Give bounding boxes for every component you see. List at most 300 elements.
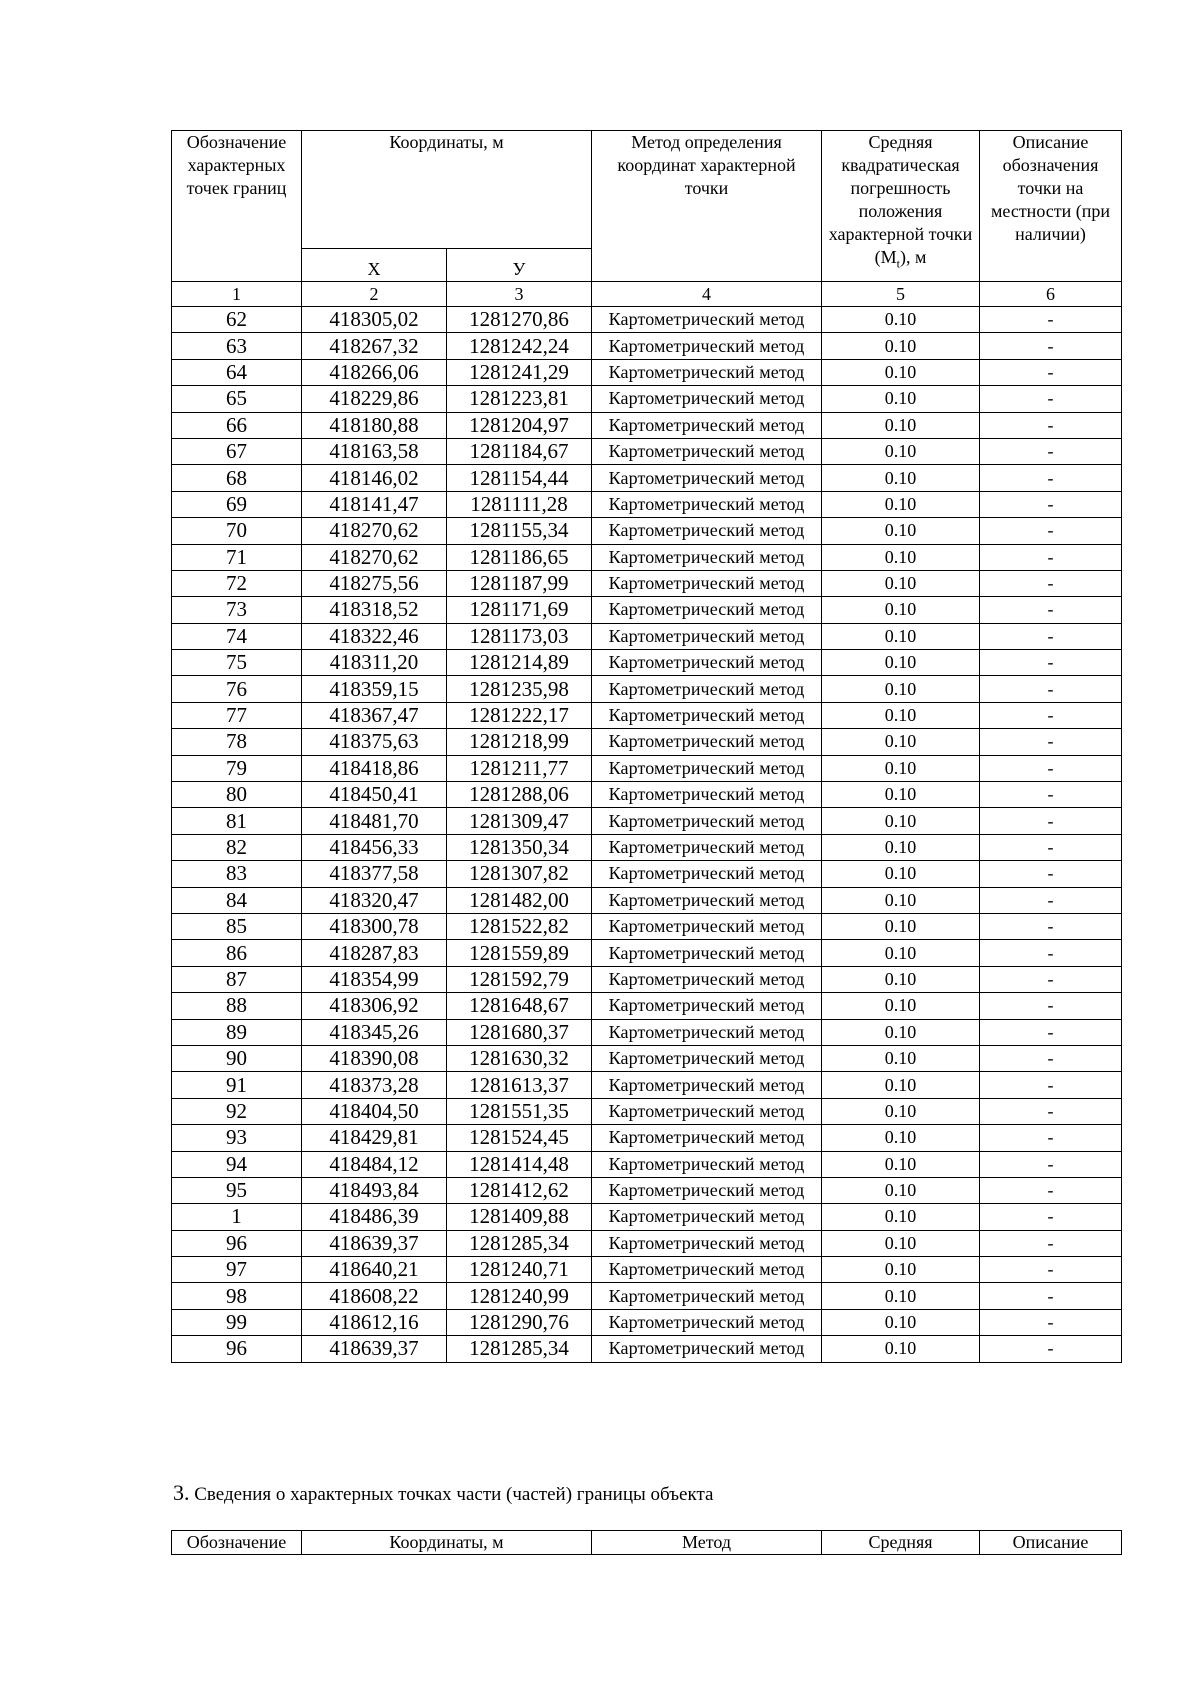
error-cell: 0.10 xyxy=(822,386,980,412)
method-cell: Картометрический метод xyxy=(592,570,822,596)
point-number-cell: 1 xyxy=(172,1204,302,1230)
error-cell: 0.10 xyxy=(822,1045,980,1071)
table-row xyxy=(172,1072,1122,1098)
point-number-cell: 88 xyxy=(172,993,302,1019)
bottom-header-error: Средняя xyxy=(822,1531,980,1555)
table-row xyxy=(172,1045,1122,1071)
method-cell: Картометрический метод xyxy=(592,702,822,728)
method-cell: Картометрический метод xyxy=(592,518,822,544)
description-cell: - xyxy=(980,676,1122,702)
bottom-header-row xyxy=(172,1531,1122,1555)
method-cell: Картометрический метод xyxy=(592,386,822,412)
method-cell: Картометрический метод xyxy=(592,913,822,939)
table-row xyxy=(172,491,1122,517)
table-row xyxy=(172,1177,1122,1203)
y-coordinate-cell: 1281218,99 xyxy=(447,729,592,755)
point-number-cell: 66 xyxy=(172,412,302,438)
method-cell: Картометрический метод xyxy=(592,1151,822,1177)
method-cell: Картометрический метод xyxy=(592,861,822,887)
description-cell: - xyxy=(980,861,1122,887)
x-coordinate-cell: 418306,92 xyxy=(302,993,447,1019)
method-cell: Картометрический метод xyxy=(592,544,822,570)
x-coordinate-cell: 418429,81 xyxy=(302,1125,447,1151)
section-3-title xyxy=(173,1480,713,1506)
y-coordinate-cell: 1281524,45 xyxy=(447,1125,592,1151)
point-number-cell: 87 xyxy=(172,966,302,992)
y-coordinate-cell: 1281240,71 xyxy=(447,1257,592,1283)
method-cell: Картометрический метод xyxy=(592,676,822,702)
method-cell: Картометрический метод xyxy=(592,307,822,333)
point-number-cell: 90 xyxy=(172,1045,302,1071)
error-cell: 0.10 xyxy=(822,1098,980,1124)
x-coordinate-cell: 418373,28 xyxy=(302,1072,447,1098)
column-number: 2 xyxy=(302,282,447,307)
error-cell: 0.10 xyxy=(822,729,980,755)
y-coordinate-cell: 1281184,67 xyxy=(447,438,592,464)
boundary-points-table xyxy=(171,130,1122,1363)
point-number-cell: 79 xyxy=(172,755,302,781)
x-coordinate-cell: 418639,37 xyxy=(302,1336,447,1362)
method-cell: Картометрический метод xyxy=(592,491,822,517)
header-x: Х xyxy=(302,249,447,282)
table-row xyxy=(172,412,1122,438)
x-coordinate-cell: 418163,58 xyxy=(302,438,447,464)
description-cell: - xyxy=(980,518,1122,544)
point-number-cell: 96 xyxy=(172,1230,302,1256)
x-coordinate-cell: 418481,70 xyxy=(302,808,447,834)
x-coordinate-cell: 418345,26 xyxy=(302,1019,447,1045)
error-cell: 0.10 xyxy=(822,1257,980,1283)
y-coordinate-cell: 1281222,17 xyxy=(447,702,592,728)
method-cell: Картометрический метод xyxy=(592,940,822,966)
description-cell: - xyxy=(980,729,1122,755)
y-coordinate-cell: 1281285,34 xyxy=(447,1336,592,1362)
x-coordinate-cell: 418375,63 xyxy=(302,729,447,755)
table-row xyxy=(172,1125,1122,1151)
table-row xyxy=(172,1098,1122,1124)
y-coordinate-cell: 1281171,69 xyxy=(447,597,592,623)
section-title-text: Сведения о характерных точках части (частей) границы объекта xyxy=(194,1484,714,1505)
table-row xyxy=(172,1230,1122,1256)
x-coordinate-cell: 418484,12 xyxy=(302,1151,447,1177)
y-coordinate-cell: 1281412,62 xyxy=(447,1177,592,1203)
method-cell: Картометрический метод xyxy=(592,834,822,860)
point-number-cell: 71 xyxy=(172,544,302,570)
table-row xyxy=(172,913,1122,939)
description-cell: - xyxy=(980,1045,1122,1071)
description-cell: - xyxy=(980,1177,1122,1203)
x-coordinate-cell: 418229,86 xyxy=(302,386,447,412)
x-coordinate-cell: 418266,06 xyxy=(302,359,447,385)
point-number-cell: 63 xyxy=(172,333,302,359)
table-row xyxy=(172,518,1122,544)
point-number-cell: 74 xyxy=(172,623,302,649)
point-number-cell: 78 xyxy=(172,729,302,755)
method-cell: Картометрический метод xyxy=(592,966,822,992)
table-row xyxy=(172,544,1122,570)
x-coordinate-cell: 418180,88 xyxy=(302,412,447,438)
column-number: 6 xyxy=(980,282,1122,307)
y-coordinate-cell: 1281522,82 xyxy=(447,913,592,939)
column-numbers-row xyxy=(172,282,1122,307)
point-number-cell: 76 xyxy=(172,676,302,702)
x-coordinate-cell: 418640,21 xyxy=(302,1257,447,1283)
method-cell: Картометрический метод xyxy=(592,1309,822,1335)
method-cell: Картометрический метод xyxy=(592,1204,822,1230)
point-number-cell: 77 xyxy=(172,702,302,728)
x-coordinate-cell: 418367,47 xyxy=(302,702,447,728)
table-row xyxy=(172,1283,1122,1309)
error-cell: 0.10 xyxy=(822,333,980,359)
y-coordinate-cell: 1281350,34 xyxy=(447,834,592,860)
error-cell: 0.10 xyxy=(822,676,980,702)
method-cell: Картометрический метод xyxy=(592,1072,822,1098)
method-cell: Картометрический метод xyxy=(592,755,822,781)
point-number-cell: 96 xyxy=(172,1336,302,1362)
table-row xyxy=(172,1204,1122,1230)
y-coordinate-cell: 1281173,03 xyxy=(447,623,592,649)
point-number-cell: 68 xyxy=(172,465,302,491)
error-cell: 0.10 xyxy=(822,1072,980,1098)
error-cell: 0.10 xyxy=(822,438,980,464)
error-cell: 0.10 xyxy=(822,1019,980,1045)
method-cell: Картометрический метод xyxy=(592,729,822,755)
x-coordinate-cell: 418359,15 xyxy=(302,676,447,702)
description-cell: - xyxy=(980,808,1122,834)
y-coordinate-cell: 1281482,00 xyxy=(447,887,592,913)
description-cell: - xyxy=(980,1019,1122,1045)
point-number-cell: 94 xyxy=(172,1151,302,1177)
point-number-cell: 65 xyxy=(172,386,302,412)
description-cell: - xyxy=(980,359,1122,385)
table-row xyxy=(172,834,1122,860)
point-number-cell: 97 xyxy=(172,1257,302,1283)
description-cell: - xyxy=(980,966,1122,992)
y-coordinate-cell: 1281235,98 xyxy=(447,676,592,702)
description-cell: - xyxy=(980,1336,1122,1362)
header-error-subscript: t xyxy=(896,256,900,271)
table-row xyxy=(172,755,1122,781)
error-cell: 0.10 xyxy=(822,1309,980,1335)
header-error-suffix: ), м xyxy=(899,247,927,267)
description-cell: - xyxy=(980,650,1122,676)
description-cell: - xyxy=(980,597,1122,623)
header-error xyxy=(822,131,980,282)
y-coordinate-cell: 1281288,06 xyxy=(447,782,592,808)
error-cell: 0.10 xyxy=(822,702,980,728)
x-coordinate-cell: 418612,16 xyxy=(302,1309,447,1335)
description-cell: - xyxy=(980,412,1122,438)
y-coordinate-cell: 1281211,77 xyxy=(447,755,592,781)
y-coordinate-cell: 1281285,34 xyxy=(447,1230,592,1256)
description-cell: - xyxy=(980,465,1122,491)
point-number-cell: 92 xyxy=(172,1098,302,1124)
table-row xyxy=(172,1336,1122,1362)
error-cell: 0.10 xyxy=(822,755,980,781)
y-coordinate-cell: 1281186,65 xyxy=(447,544,592,570)
method-cell: Картометрический метод xyxy=(592,1230,822,1256)
header-designation: Обозначение характерных точек границ xyxy=(172,131,302,282)
x-coordinate-cell: 418404,50 xyxy=(302,1098,447,1124)
error-cell: 0.10 xyxy=(822,782,980,808)
y-coordinate-cell: 1281270,86 xyxy=(447,307,592,333)
y-coordinate-cell: 1281414,48 xyxy=(447,1151,592,1177)
error-cell: 0.10 xyxy=(822,307,980,333)
table-row xyxy=(172,307,1122,333)
column-number: 5 xyxy=(822,282,980,307)
point-number-cell: 83 xyxy=(172,861,302,887)
error-cell: 0.10 xyxy=(822,570,980,596)
table-row xyxy=(172,940,1122,966)
method-cell: Картометрический метод xyxy=(592,412,822,438)
point-number-cell: 84 xyxy=(172,887,302,913)
x-coordinate-cell: 418608,22 xyxy=(302,1283,447,1309)
method-cell: Картометрический метод xyxy=(592,650,822,676)
table-row xyxy=(172,1309,1122,1335)
y-coordinate-cell: 1281309,47 xyxy=(447,808,592,834)
method-cell: Картометрический метод xyxy=(592,1283,822,1309)
error-cell: 0.10 xyxy=(822,1230,980,1256)
description-cell: - xyxy=(980,386,1122,412)
table-row xyxy=(172,438,1122,464)
description-cell: - xyxy=(980,1072,1122,1098)
error-cell: 0.10 xyxy=(822,1283,980,1309)
description-cell: - xyxy=(980,1098,1122,1124)
y-coordinate-cell: 1281214,89 xyxy=(447,650,592,676)
y-coordinate-cell: 1281559,89 xyxy=(447,940,592,966)
description-cell: - xyxy=(980,702,1122,728)
x-coordinate-cell: 418311,20 xyxy=(302,650,447,676)
method-cell: Картометрический метод xyxy=(592,1125,822,1151)
description-cell: - xyxy=(980,438,1122,464)
error-cell: 0.10 xyxy=(822,650,980,676)
error-cell: 0.10 xyxy=(822,1177,980,1203)
description-cell: - xyxy=(980,1230,1122,1256)
y-coordinate-cell: 1281551,35 xyxy=(447,1098,592,1124)
header-y: У xyxy=(447,249,592,282)
x-coordinate-cell: 418418,86 xyxy=(302,755,447,781)
error-cell: 0.10 xyxy=(822,913,980,939)
error-cell: 0.10 xyxy=(822,861,980,887)
description-cell: - xyxy=(980,913,1122,939)
error-cell: 0.10 xyxy=(822,359,980,385)
description-cell: - xyxy=(980,333,1122,359)
point-number-cell: 85 xyxy=(172,913,302,939)
point-number-cell: 70 xyxy=(172,518,302,544)
x-coordinate-cell: 418486,39 xyxy=(302,1204,447,1230)
description-cell: - xyxy=(980,1309,1122,1335)
x-coordinate-cell: 418267,32 xyxy=(302,333,447,359)
table-row xyxy=(172,676,1122,702)
error-cell: 0.10 xyxy=(822,1336,980,1362)
method-cell: Картометрический метод xyxy=(592,1019,822,1045)
point-number-cell: 99 xyxy=(172,1309,302,1335)
point-number-cell: 89 xyxy=(172,1019,302,1045)
table-row xyxy=(172,386,1122,412)
method-cell: Картометрический метод xyxy=(592,623,822,649)
point-number-cell: 64 xyxy=(172,359,302,385)
header-method: Метод определения координат характерной точки xyxy=(592,131,822,282)
point-number-cell: 81 xyxy=(172,808,302,834)
error-cell: 0.10 xyxy=(822,966,980,992)
description-cell: - xyxy=(980,940,1122,966)
error-cell: 0.10 xyxy=(822,940,980,966)
table-row xyxy=(172,782,1122,808)
point-number-cell: 80 xyxy=(172,782,302,808)
error-cell: 0.10 xyxy=(822,808,980,834)
point-number-cell: 95 xyxy=(172,1177,302,1203)
description-cell: - xyxy=(980,834,1122,860)
bottom-header-description: Описание xyxy=(980,1531,1122,1555)
table-row xyxy=(172,597,1122,623)
column-number: 4 xyxy=(592,282,822,307)
x-coordinate-cell: 418270,62 xyxy=(302,544,447,570)
error-cell: 0.10 xyxy=(822,597,980,623)
x-coordinate-cell: 418322,46 xyxy=(302,623,447,649)
error-cell: 0.10 xyxy=(822,518,980,544)
point-number-cell: 86 xyxy=(172,940,302,966)
table-row xyxy=(172,993,1122,1019)
x-coordinate-cell: 418450,41 xyxy=(302,782,447,808)
part-boundary-points-table xyxy=(171,1530,1122,1555)
table-row xyxy=(172,570,1122,596)
method-cell: Картометрический метод xyxy=(592,438,822,464)
method-cell: Картометрический метод xyxy=(592,597,822,623)
method-cell: Картометрический метод xyxy=(592,1098,822,1124)
header-description: Описание обозначения точки на местности (при наличии) xyxy=(980,131,1122,282)
method-cell: Картометрический метод xyxy=(592,1177,822,1203)
table-row xyxy=(172,650,1122,676)
description-cell: - xyxy=(980,1125,1122,1151)
point-number-cell: 67 xyxy=(172,438,302,464)
table-row xyxy=(172,1151,1122,1177)
method-cell: Картометрический метод xyxy=(592,993,822,1019)
point-number-cell: 62 xyxy=(172,307,302,333)
error-cell: 0.10 xyxy=(822,465,980,491)
point-number-cell: 69 xyxy=(172,491,302,517)
point-number-cell: 93 xyxy=(172,1125,302,1151)
method-cell: Картометрический метод xyxy=(592,887,822,913)
y-coordinate-cell: 1281155,34 xyxy=(447,518,592,544)
y-coordinate-cell: 1281154,44 xyxy=(447,465,592,491)
description-cell: - xyxy=(980,1151,1122,1177)
y-coordinate-cell: 1281223,81 xyxy=(447,386,592,412)
y-coordinate-cell: 1281680,37 xyxy=(447,1019,592,1045)
x-coordinate-cell: 418390,08 xyxy=(302,1045,447,1071)
table-body xyxy=(172,307,1122,1363)
method-cell: Картометрический метод xyxy=(592,1336,822,1362)
method-cell: Картометрический метод xyxy=(592,782,822,808)
x-coordinate-cell: 418318,52 xyxy=(302,597,447,623)
description-cell: - xyxy=(980,1204,1122,1230)
y-coordinate-cell: 1281630,32 xyxy=(447,1045,592,1071)
x-coordinate-cell: 418300,78 xyxy=(302,913,447,939)
y-coordinate-cell: 1281409,88 xyxy=(447,1204,592,1230)
column-number: 3 xyxy=(447,282,592,307)
error-cell: 0.10 xyxy=(822,544,980,570)
point-number-cell: 91 xyxy=(172,1072,302,1098)
table-row xyxy=(172,808,1122,834)
x-coordinate-cell: 418639,37 xyxy=(302,1230,447,1256)
table-row xyxy=(172,702,1122,728)
table-row xyxy=(172,359,1122,385)
error-cell: 0.10 xyxy=(822,1125,980,1151)
column-number: 1 xyxy=(172,282,302,307)
method-cell: Картометрический метод xyxy=(592,808,822,834)
y-coordinate-cell: 1281111,28 xyxy=(447,491,592,517)
error-cell: 0.10 xyxy=(822,1151,980,1177)
table-row xyxy=(172,729,1122,755)
x-coordinate-cell: 418354,99 xyxy=(302,966,447,992)
description-cell: - xyxy=(980,755,1122,781)
y-coordinate-cell: 1281307,82 xyxy=(447,861,592,887)
table-row xyxy=(172,966,1122,992)
x-coordinate-cell: 418493,84 xyxy=(302,1177,447,1203)
description-cell: - xyxy=(980,491,1122,517)
table-row xyxy=(172,887,1122,913)
section-number: 3. xyxy=(173,1480,190,1505)
error-cell: 0.10 xyxy=(822,834,980,860)
description-cell: - xyxy=(980,544,1122,570)
bottom-header-designation: Обозначение xyxy=(172,1531,302,1555)
y-coordinate-cell: 1281241,29 xyxy=(447,359,592,385)
point-number-cell: 98 xyxy=(172,1283,302,1309)
description-cell: - xyxy=(980,1283,1122,1309)
bottom-header-method: Метод xyxy=(592,1531,822,1555)
table-row xyxy=(172,1019,1122,1045)
point-number-cell: 75 xyxy=(172,650,302,676)
table-row xyxy=(172,333,1122,359)
y-coordinate-cell: 1281240,99 xyxy=(447,1283,592,1309)
header-coordinates: Координаты, м xyxy=(302,131,592,249)
y-coordinate-cell: 1281592,79 xyxy=(447,966,592,992)
error-cell: 0.10 xyxy=(822,623,980,649)
y-coordinate-cell: 1281613,37 xyxy=(447,1072,592,1098)
error-cell: 0.10 xyxy=(822,993,980,1019)
bottom-header-coordinates: Координаты, м xyxy=(302,1531,592,1555)
x-coordinate-cell: 418287,83 xyxy=(302,940,447,966)
error-cell: 0.10 xyxy=(822,887,980,913)
y-coordinate-cell: 1281242,24 xyxy=(447,333,592,359)
point-number-cell: 82 xyxy=(172,834,302,860)
x-coordinate-cell: 418141,47 xyxy=(302,491,447,517)
method-cell: Картометрический метод xyxy=(592,1045,822,1071)
table-row xyxy=(172,623,1122,649)
y-coordinate-cell: 1281204,97 xyxy=(447,412,592,438)
error-cell: 0.10 xyxy=(822,1204,980,1230)
description-cell: - xyxy=(980,570,1122,596)
description-cell: - xyxy=(980,623,1122,649)
method-cell: Картометрический метод xyxy=(592,333,822,359)
method-cell: Картометрический метод xyxy=(592,359,822,385)
description-cell: - xyxy=(980,307,1122,333)
x-coordinate-cell: 418275,56 xyxy=(302,570,447,596)
error-cell: 0.10 xyxy=(822,491,980,517)
description-cell: - xyxy=(980,782,1122,808)
table-row xyxy=(172,465,1122,491)
description-cell: - xyxy=(980,993,1122,1019)
table-row xyxy=(172,1257,1122,1283)
x-coordinate-cell: 418456,33 xyxy=(302,834,447,860)
x-coordinate-cell: 418270,62 xyxy=(302,518,447,544)
point-number-cell: 73 xyxy=(172,597,302,623)
x-coordinate-cell: 418146,02 xyxy=(302,465,447,491)
method-cell: Картометрический метод xyxy=(592,1257,822,1283)
description-cell: - xyxy=(980,887,1122,913)
table-row xyxy=(172,861,1122,887)
header-error-prefix: Средняя квадратическая погрешность положения характерной точки (M xyxy=(828,132,973,267)
method-cell: Картометрический метод xyxy=(592,465,822,491)
